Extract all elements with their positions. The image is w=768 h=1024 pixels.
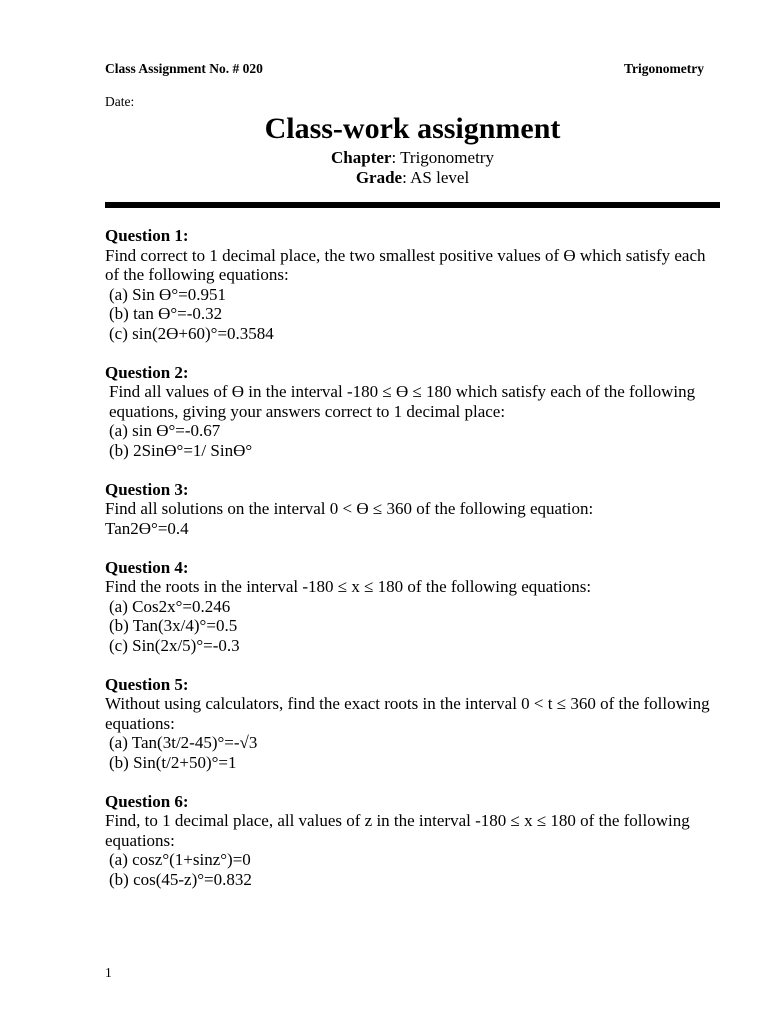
assignment-number: Class Assignment No. # 020: [105, 61, 263, 76]
date-label: Date:: [105, 94, 135, 109]
question-item: (a) Sin Ɵ°=0.951: [109, 284, 226, 304]
chapter-label: Chapter: [331, 148, 392, 167]
question-heading: Question 5:: [105, 674, 189, 694]
questions-list: [105, 226, 720, 909]
grade-label: Grade: [355, 168, 403, 187]
grade-line: [105, 168, 720, 188]
chapter-line: [105, 148, 720, 168]
question-text: Find all values of Ɵ in the interval -180 ≤ Ɵ ≤ 180 which satisfy each of the following equations, giving your answers correct to 1 decimal place:: [109, 382, 696, 421]
question-text: Find the roots in the interval -180 ≤ x ≤ 180 of the following equations:: [105, 577, 592, 596]
question-item: (c) Sin(2x/5)°=-0.3: [109, 635, 240, 655]
title-block: [105, 110, 720, 188]
question-item: (b) tan Ɵ°=-0.32: [109, 304, 223, 323]
question-3: [105, 480, 720, 539]
question-item: (a) sin Ɵ°=-0.67: [109, 421, 221, 440]
question-text: Without using calculators, find the exact roots in the interval 0 < t ≤ 360 of the following equations:: [105, 694, 710, 733]
divider-rule: [105, 202, 720, 208]
question-2: [105, 363, 720, 461]
question-item: (a) Tan(3t/2-45)°=-√3: [109, 733, 258, 752]
question-equation: Tan2Ɵ°=0.4: [105, 518, 189, 538]
question-heading: Question 1:: [105, 226, 189, 245]
question-heading: Question 4:: [105, 557, 189, 577]
question-heading: Question 3:: [105, 479, 189, 499]
page-number: 1: [105, 965, 112, 980]
question-item: (b) cos(45-z)°=0.832: [109, 869, 252, 889]
question-item: (b) 2SinƟ°=1/ SinƟ°: [109, 440, 253, 460]
question-1: [105, 226, 720, 343]
question-item: (a) Cos2x°=0.246: [109, 596, 231, 616]
question-item: (b) Tan(3x/4)°=0.5: [109, 616, 238, 635]
question-item: (c) sin(2Ɵ+60)°=0.3584: [109, 323, 274, 343]
question-6: [105, 792, 720, 890]
question-item: (b) Sin(t/2+50)°=1: [109, 752, 237, 772]
question-heading: Question 2:: [105, 362, 189, 382]
question-4: [105, 558, 720, 656]
question-text: Find correct to 1 decimal place, the two smallest positive values of Ɵ which satisfy each of the following equations:: [105, 245, 706, 284]
document-title: Class-work assignment: [264, 112, 561, 145]
grade-value: : AS level: [402, 168, 470, 187]
subject-label: Trigonometry: [624, 61, 704, 76]
question-item: (a) cosz°(1+sinz°)=0: [109, 850, 251, 869]
chapter-value: : Trigonometry: [391, 148, 494, 167]
question-5: [105, 675, 720, 773]
question-text: Find, to 1 decimal place, all values of z in the interval -180 ≤ x ≤ 180 of the following equations:: [105, 811, 690, 850]
question-text: Find all solutions on the interval 0 < Ɵ ≤ 360 of the following equation:: [105, 499, 594, 518]
question-heading: Question 6:: [105, 791, 189, 811]
